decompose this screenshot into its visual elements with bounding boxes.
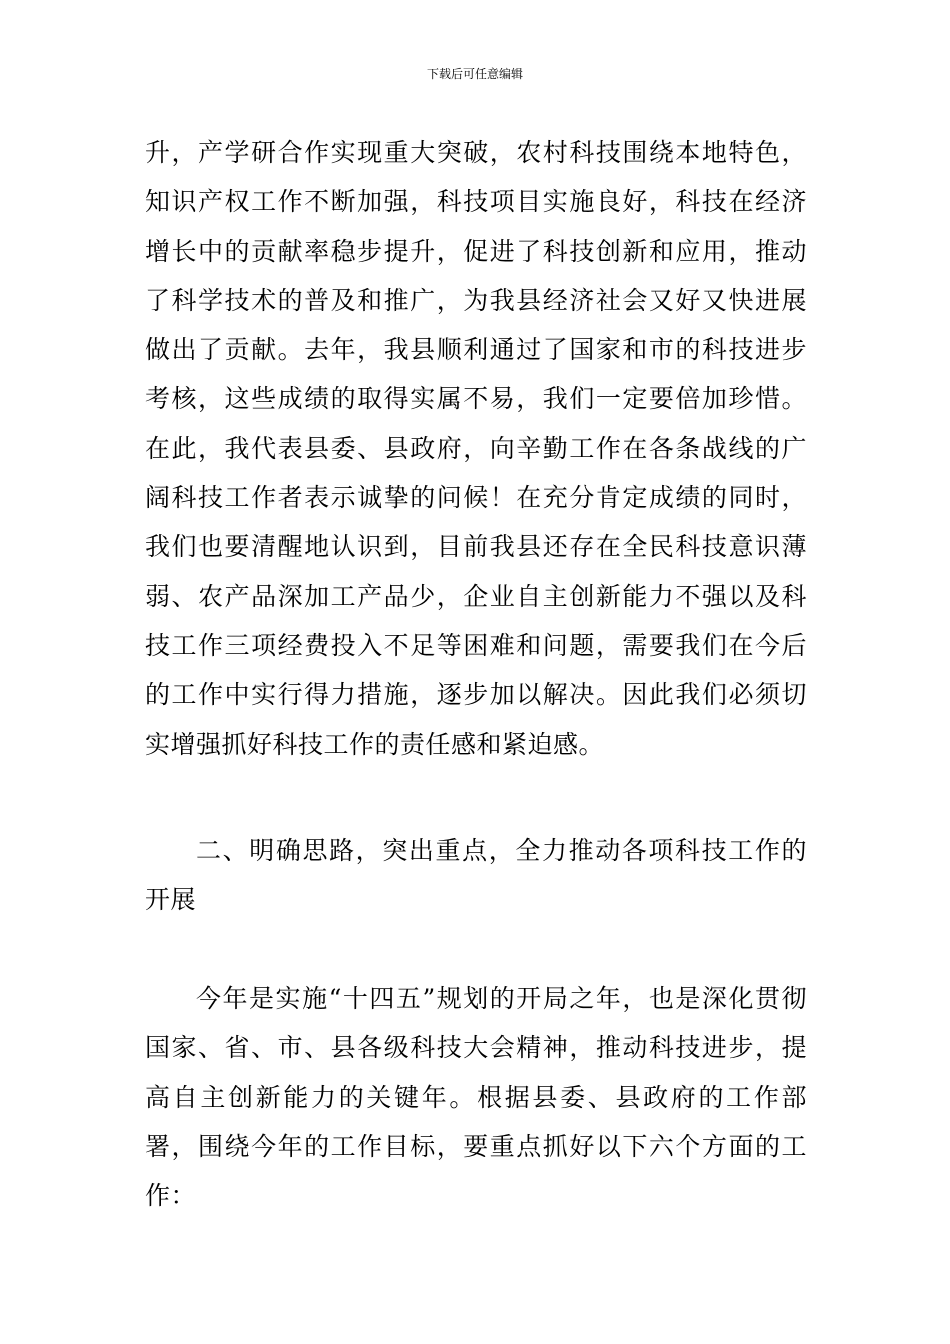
- page-header-note: 下载后可任意编辑: [426, 67, 523, 81]
- paragraph-achievements: 升，产学研合作实现重大突破，农村科技围绕本地特色，知识产权工作不断加强，科技项目实施良好，科技在经济增长中的贡献率稳步提升，促进了科技创新和应用，推动了科学技术的普及和推广，为我县经济社会又好又快进展做出了贡献。去年，我县顺利通过了国家和市的科技进步考核，这些成绩的取得实属不易，我们一定要倍加珍惜。在此，我代表县委、县政府，向辛勤工作在各条战线的广阔科技工作者表示诚挚的问候！在充分肯定成绩的同时，我们也要清醒地认识到，目前我县还存在全民科技意识薄弱、农产品深加工产品少，企业自主创新能力不强以及科技工作三项经费投入不足等困难和问题，需要我们在今后的工作中实行得力措施，逐步加以解决。因此我们必须切实增强抓好科技工作的责任感和紧迫感。: [145, 138, 807, 759]
- section-heading: 二、明确思路，突出重点，全力推动各项科技工作的开展: [145, 836, 807, 915]
- paragraph-this-year: 今年是实施“十四五”规划的开局之年，也是深化贯彻国家、省、市、县各级科技大会精神，推动科技进步，提高自主创新能力的关键年。根据县委、县政府的工作部署，围绕今年的工作目标，要重点抓好以下六个方面的工作：: [145, 984, 807, 1211]
